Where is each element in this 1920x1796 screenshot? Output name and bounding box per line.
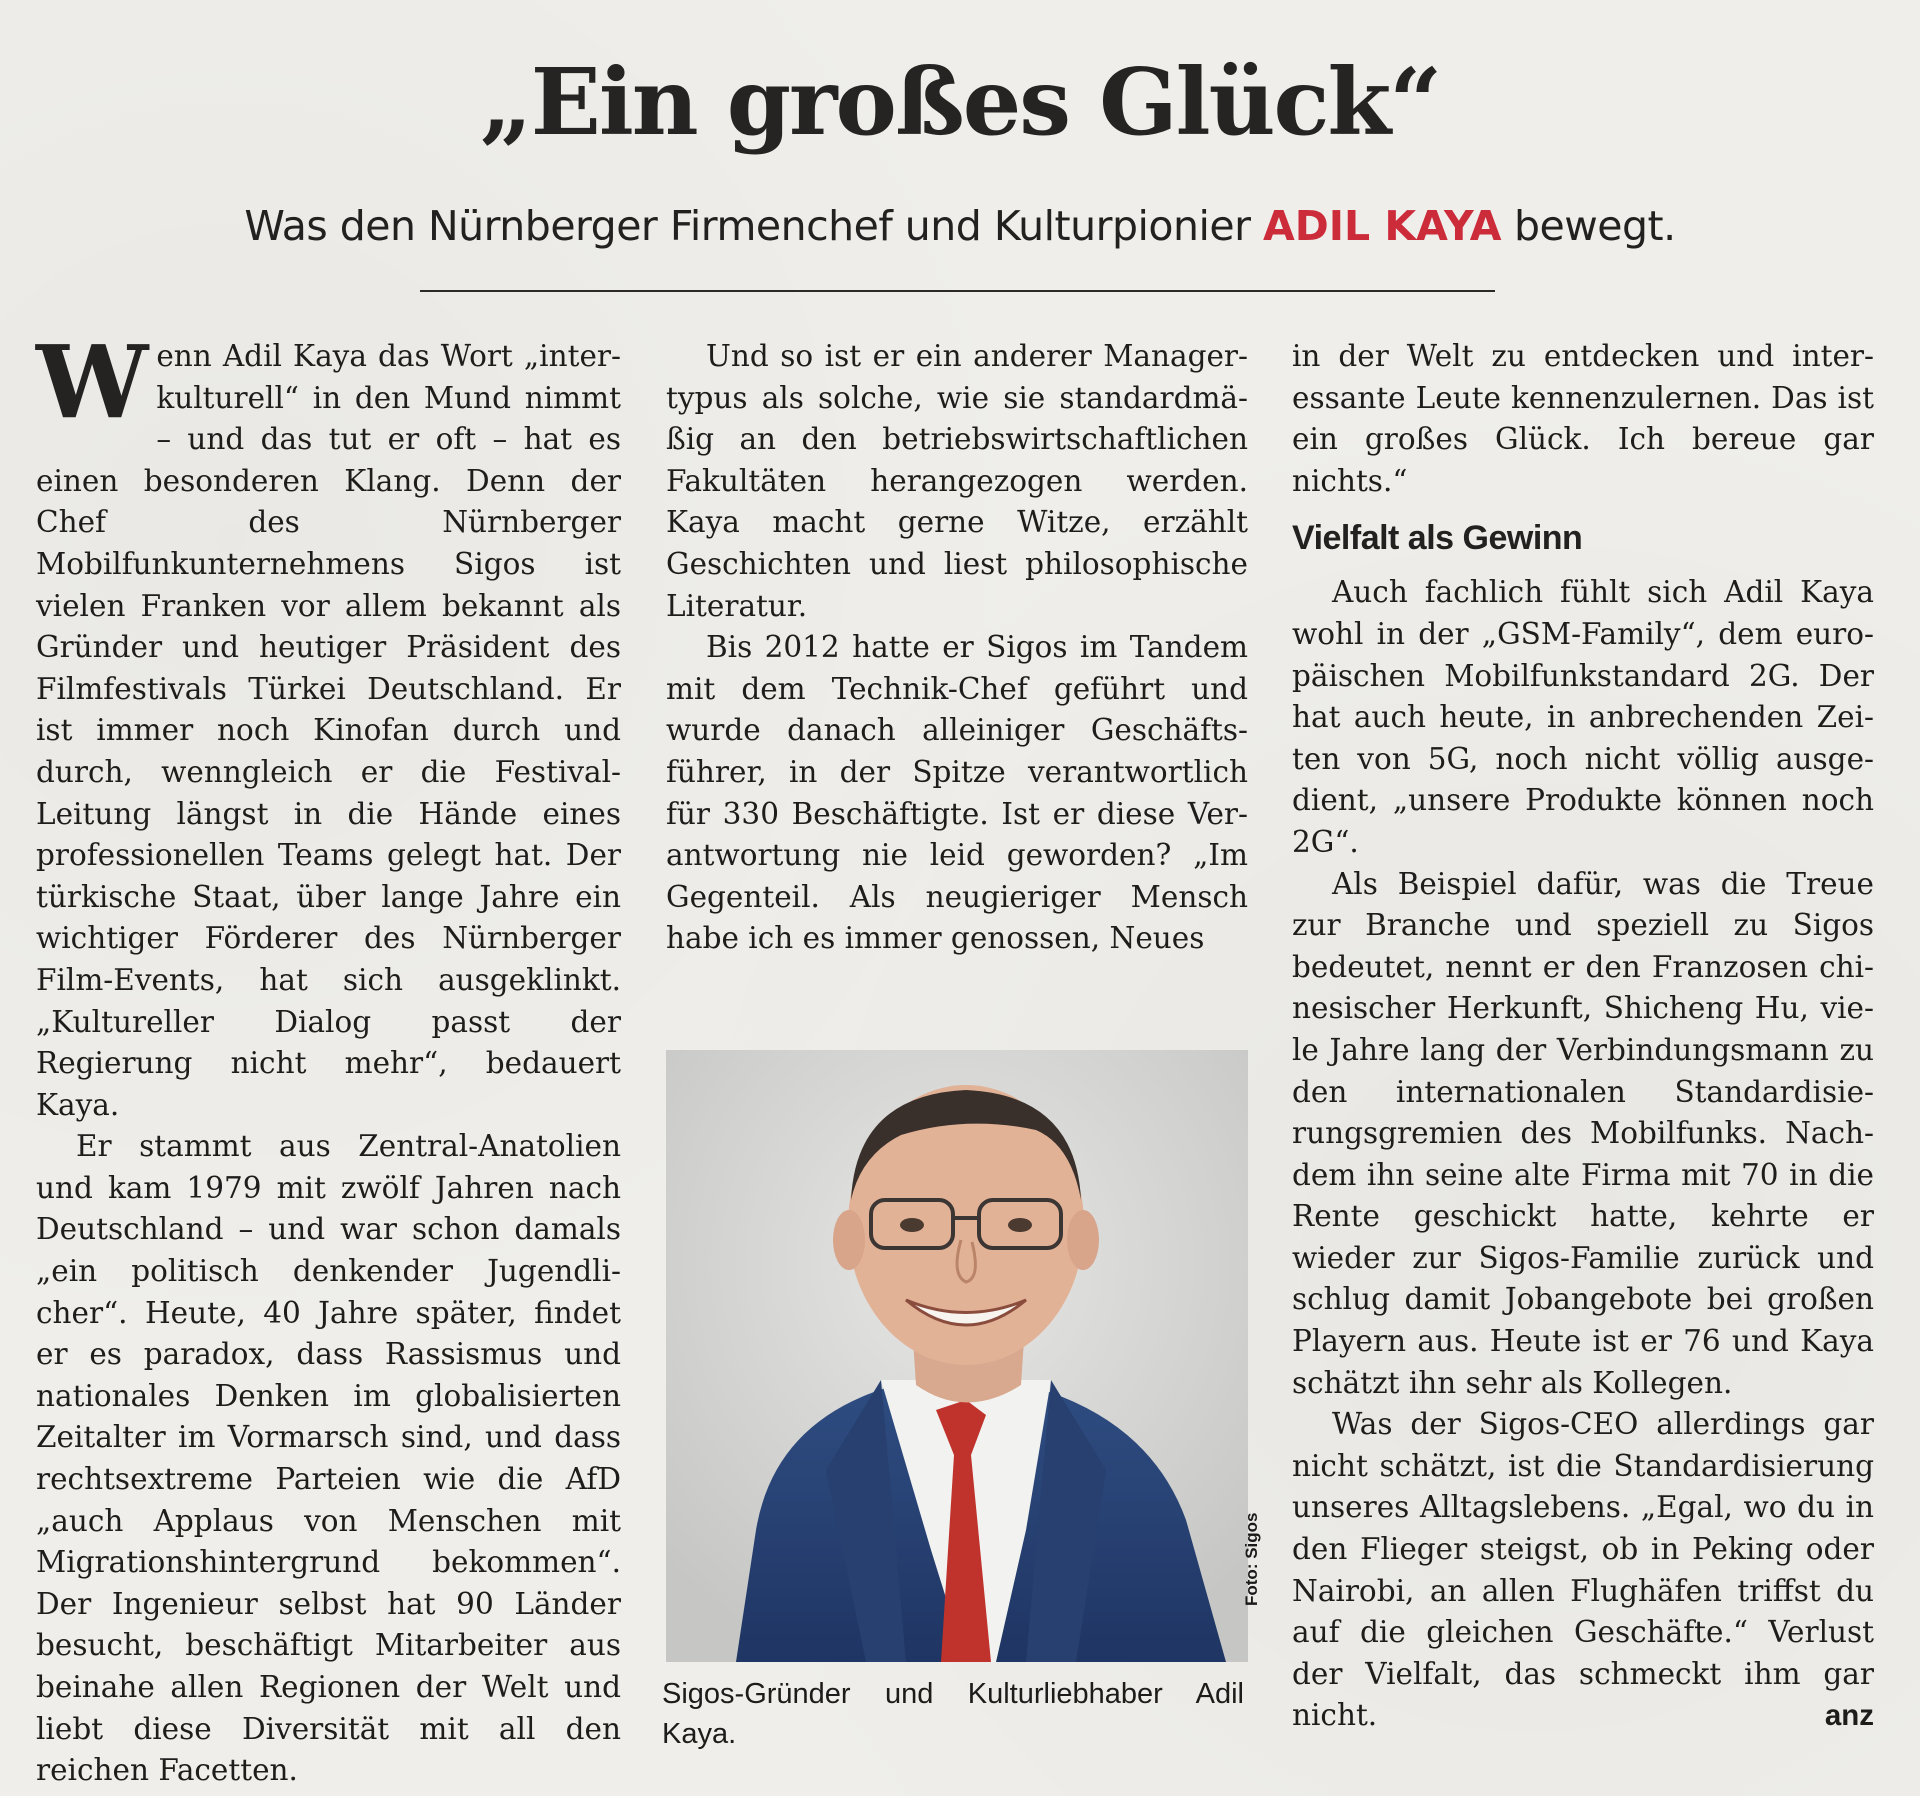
subheadline xyxy=(0,202,1920,250)
headline: „Ein großes Glück“ xyxy=(479,48,1441,156)
paragraph-final xyxy=(1292,1404,1874,1737)
paragraph-final-text: Was der Sigos-CEO allerdings gar nicht schätzt, ist die Standardisierung unseres Alltagslebens. „Egal, wo du in den Flieger steigst, ob in Peking oder Nairobi, an allen Flughäfen triffst du auf die gleichen Geschäfte.“ Verlust der Vielfalt, das schmeckt ihm gar nicht. xyxy=(1292,1407,1874,1733)
subhead-text: Was den Nürnberger Firmenchef und Kulturpionier xyxy=(244,202,1263,250)
subhead-end: bewegt. xyxy=(1501,202,1676,250)
paragraph: Bis 2012 hatte er Sigos im Tandem mit dem Technik-Chef geführt und wurde danach alleiniger Geschäftsführer, in der Spitze verantwortlich für 330 Beschäftigte. Ist er diese Verantwortung nie leid geworden? „Im Gegenteil. Als neugieriger Mensch habe ich es immer genossen, Neues xyxy=(666,630,1248,956)
paragraph: in der Welt zu entdecken und interessante Leute kennenzulernen. Das ist ein großes Glück. Ich bereue gar nichts.“ xyxy=(1292,339,1874,498)
article-column-2 xyxy=(666,336,1248,960)
headline-rule xyxy=(420,290,1495,292)
article-column-1 xyxy=(36,323,621,1792)
paragraph: Als Beispiel dafür, was die Treue zur Branche und speziell zu Sigos bedeutet, nennt er den Franzosen chinesischer Herkunft, Shicheng Hu, viele Jahre lang der Verbindungsmann zu den internationalen Standardisierungsgremien des Mobilfunks. Nachdem ihn seine alte Firma mit 70 in die Rente geschickt hatte, kehrte er wieder zur Sigos-Familie zurück und schlug damit Jobangebote bei großen Playern aus. Heute ist er 76 und Kaya schätzt ihn sehr als Kollegen. xyxy=(1292,866,1874,1400)
photo-caption: Sigos-Gründer und Kulturliebhaber Adil Kaya. xyxy=(662,1678,1244,1750)
subheading: Vielfalt als Gewinn xyxy=(1292,519,1583,558)
paragraph: Er stammt aus Zentral-Anatolien und kam 1979 mit zwölf Jahren nach Deutschland – und war schon damals „ein politisch denkender Jugendlicher“. Heute, 40 Jahre später, findet er es paradox, dass Rassismus und nationales Denken im globalisierten Zeitalter im Vormarsch sind, und dass rechtsextreme Parteien wie die AfD „auch Applaus von Menschen mit Migrationshintergrund bekommen“. Der Ingenieur selbst hat 90 Länder besucht, beschäftigt Mitarbeiter aus beinahe allen Regionen der Welt und liebt diese Diversität mit all den reichen Facetten. xyxy=(36,1129,621,1788)
drop-cap: W xyxy=(36,323,149,441)
paragraph: Auch fachlich fühlt sich Adil Kaya wohl in der „GSM-Family“, dem europäischen Mobilfunkstandard 2G. Der hat auch heute, in anbrechenden Zeiten von 5G, noch nicht völlig ausgedient, „unsere Produkte können noch 2G“. xyxy=(1292,575,1874,859)
article-column-3 xyxy=(1292,336,1874,1737)
paragraph: Und so ist er ein anderer Managertypus als solche, wie sie standardmäßig an den betriebswirtschaftlichen Fakultäten herangezogen werden. Kaya macht gerne Witze, erzählt Geschichten und liest philosophische Literatur. xyxy=(666,339,1248,623)
author-signature: anz xyxy=(1824,1699,1874,1733)
subhead-name: ADIL KAYA xyxy=(1262,202,1502,250)
portrait-illustration xyxy=(666,1050,1248,1662)
portrait-photo xyxy=(666,1050,1248,1662)
paragraph-intro xyxy=(36,323,621,1126)
photo-credit: Foto: Sigos xyxy=(1242,1512,1261,1606)
paragraph-intro-text: enn Adil Kaya das Wort „interkulturell“ in den Mund nimmt – und das tut er oft – hat es einen besonderen Klang. Denn der Chef des Nürnberger Mobilfunkunternehmens Sigos ist vielen Franken vor allem bekannt als Gründer und heutiger Präsident des Filmfestivals Türkei Deutschland. Er ist immer noch Kinofan durch und durch, wenngleich er die Festival-Leitung längst in die Hände eines professionellen Teams gelegt hat. Der türkische Staat, über lange Jahre ein wichtiger Förderer des Nürnberger Film-Events, hat sich ausgeklinkt. „Kultureller Dialog passt der Regierung nicht mehr“, bedauert Kaya. xyxy=(36,339,621,1122)
